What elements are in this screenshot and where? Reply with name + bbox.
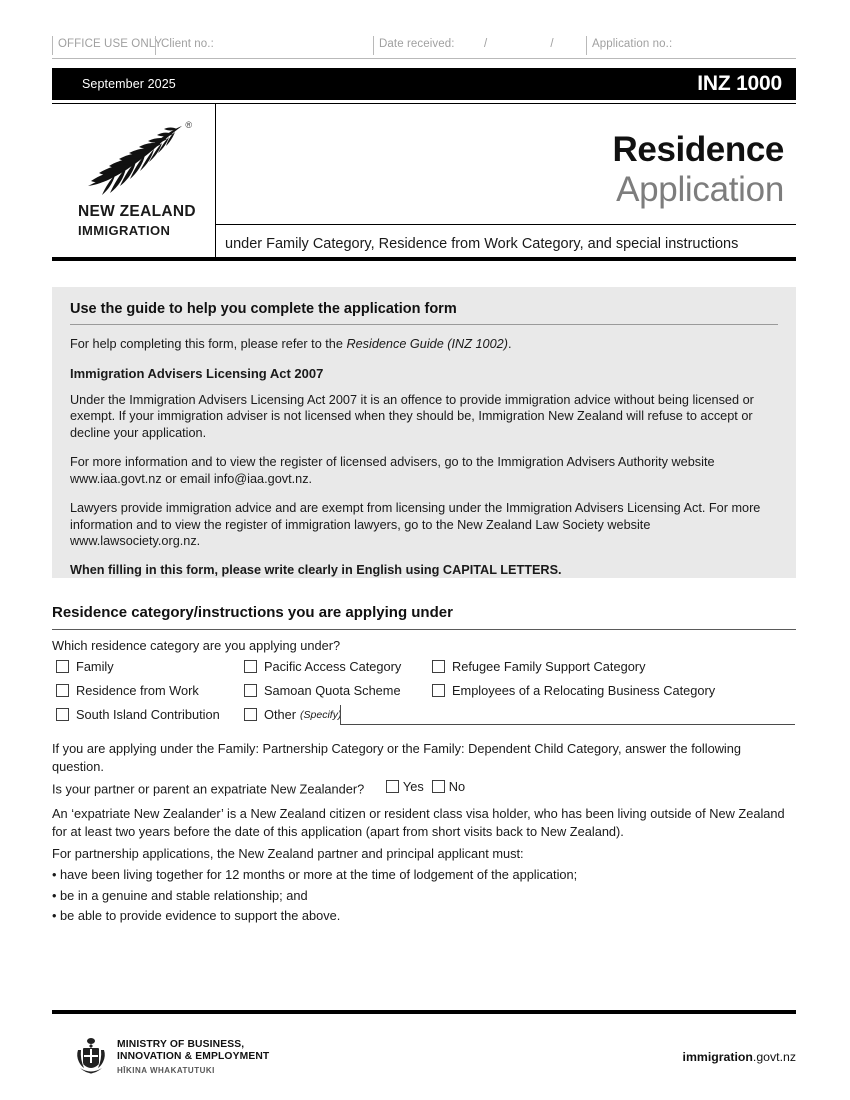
guide-intro [70,336,778,353]
website-url[interactable] [683,1050,796,1064]
checkbox-label: Samoan Quota Scheme [264,683,401,698]
other-specify-hint: (Specify) [300,708,342,721]
masthead-vertical-divider [215,104,216,258]
checkbox-box[interactable] [56,660,69,673]
nz-coat-of-arms-icon [74,1037,108,1077]
expatriate-question-row [52,778,796,798]
guide-intro-suffix: . [507,337,512,351]
guide-act-body: Under the Immigration Advisers Licensing Act 2007 it is an offence to provide immigration advice without being licensed or exempt. If your immigration adviser is not licensed when they should be, Immigration New Zealand will refuse to accept or decline your application. [70,392,754,440]
logo-text-new-zealand: NEW ZEALAND [78,203,196,220]
expatriate-question-label: Is your partner or parent an expatriate New Zealander? [52,781,365,797]
guide-title: Use the guide to help you complete the application form [70,301,778,325]
guide-iaa-body: For more information and to view the register of licensed advisers, go to the Immigration Advisers Authority website www.iaa.govt.nz or email info@iaa.govt.nz. [70,455,715,486]
guide-act-heading: Immigration Advisers Licensing Act 2007 [70,365,324,381]
category-question: Which residence category are you applying under? [52,638,341,653]
checkbox-box[interactable] [244,684,257,697]
other-specify-input[interactable] [340,705,795,725]
date-received-field[interactable] [373,36,586,55]
guide-panel [52,287,796,578]
title-residence: Residence [612,130,784,169]
category-row-1 [52,659,796,683]
page-title [613,130,785,210]
partnership-intro-text: If you are applying under the Family: Partnership Category or the Family: Dependent Child Category, answer the following question. [52,741,742,774]
checkbox-label: Employees of a Relocating Business Category [452,683,716,698]
category-checkbox-grid [52,659,796,731]
checkbox-label: Family [76,659,114,674]
checkbox-residence-from-work[interactable] [56,683,199,698]
masthead [52,103,796,261]
list-item: • be in a genuine and stable relationship; and [52,887,308,903]
mbie-line-3: HĪKINA WHAKATUTUKI [117,1065,215,1075]
nz-immigration-logo [70,120,210,238]
partnership-requirements-list [52,866,796,928]
title-application: Application [616,170,784,209]
date-separators: / / [484,38,584,50]
yes-label: Yes [402,779,424,794]
logo-text-immigration: IMMIGRATION [78,223,171,238]
checkbox-family[interactable] [56,659,114,674]
form-date: September 2025 [82,77,176,91]
mbie-logo [74,1037,269,1077]
checkbox-label: South Island Contribution [76,707,220,722]
client-no-field[interactable]: Client no.: [155,36,373,55]
guide-intro-reference: Residence Guide (INZ 1002) [346,337,508,351]
office-use-label: OFFICE USE ONLY [52,36,155,55]
checkbox-south-island-contribution[interactable] [56,707,220,722]
guide-capitals-note: When filling in this form, please write clearly in English using CAPITAL LETTERS. [70,562,562,577]
registered-trademark-icon: ® [185,120,192,130]
section-heading: Residence category/instructions you are applying under [52,604,796,630]
masthead-subtitle: under Family Category, Residence from Work Category, and special instructions [225,236,739,252]
checkbox-other[interactable] [244,707,341,722]
checkbox-box[interactable] [56,708,69,721]
website-rest-part: .govt.nz [752,1050,796,1064]
office-use-bar [52,36,796,59]
checkbox-pacific-access-category[interactable] [244,659,401,674]
partnership-requirements-intro: For partnership applications, the New Zealand partner and principal applicant must: [52,846,524,861]
footer-divider [52,1010,796,1014]
checkbox-label: Other [264,707,297,722]
website-bold-part: immigration [682,1050,753,1064]
guide-intro-prefix: For help completing this form, please refer to the [70,337,347,351]
checkbox-expatriate-yes[interactable] [386,780,399,793]
checkbox-label: Refugee Family Support Category [452,659,646,674]
expatriate-yes-no-group [378,778,465,796]
mbie-line-1: MINISTRY OF BUSINESS, [117,1039,245,1050]
application-no-field[interactable]: Application no.: [586,36,796,55]
checkbox-box[interactable] [432,684,445,697]
masthead-horizontal-rule [215,224,796,225]
checkbox-label: Pacific Access Category [264,659,402,674]
checkbox-expatriate-no[interactable] [432,780,445,793]
category-row-2 [52,683,796,707]
list-item: • be able to provide evidence to support the above. [52,908,341,923]
checkbox-box[interactable] [244,708,257,721]
no-label: No [448,779,466,794]
guide-lawyers-body: Lawyers provide immigration advice and are exempt from licensing under the Immigration Advisers Licensing Act. For more information and to view the register of immigration lawyers, go to the New Zealand Law Society website www.lawsociety.org.nz. [70,501,761,548]
date-received-label: Date received: [379,38,455,50]
checkbox-box[interactable] [432,660,445,673]
checkbox-label: Residence from Work [76,683,199,698]
expatriate-definition-text: An ‘expatriate New Zealander’ is a New Zealand citizen or resident class visa holder, who has been living outside of New Zealand for at least two years before the date of this application (apart from short visits back to New Zealand). [52,806,785,839]
checkbox-samoan-quota-scheme[interactable] [244,683,401,698]
list-item: • have been living together for 12 months or more at the time of lodgement of the application; [52,867,578,882]
checkbox-box[interactable] [56,684,69,697]
mbie-line-2: INNOVATION & EMPLOYMENT [117,1051,270,1063]
silver-fern-icon [78,120,198,196]
form-code: INZ 1000 [697,72,782,95]
form-code-bar [52,68,796,100]
checkbox-box[interactable] [244,660,257,673]
checkbox-refugee-family-support-category[interactable] [432,659,645,674]
checkbox-employees-relocating-business-category[interactable] [432,683,715,698]
